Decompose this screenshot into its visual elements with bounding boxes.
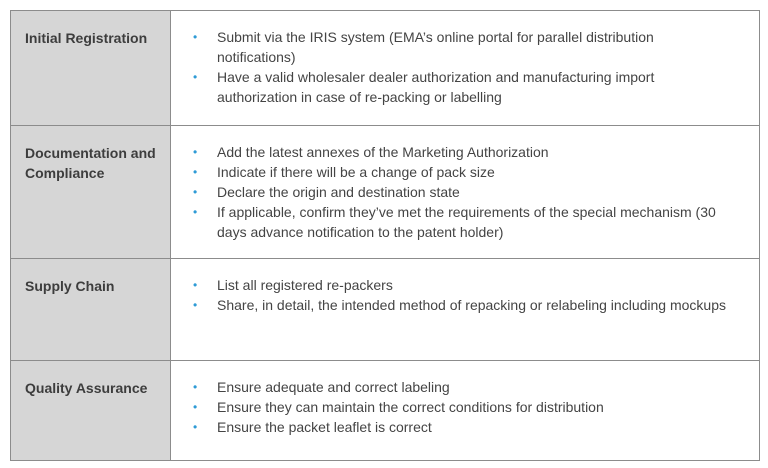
bullet-icon: • (193, 205, 198, 219)
list-item (193, 182, 735, 202)
table-row-documentation-compliance (11, 126, 760, 259)
row-label: Quality Assurance (25, 380, 148, 396)
list-item (193, 67, 735, 107)
row-label: Documentation and Compliance (25, 145, 156, 181)
bullet-icon: • (193, 185, 198, 199)
bullet-icon: • (193, 30, 198, 44)
list-item-text: Have a valid wholesaler dealer authorization and manufacturing import authorization in case of re-packing or labelling (217, 69, 655, 105)
row-content-cell (171, 361, 760, 461)
list-item (193, 377, 735, 397)
bullet-list (171, 126, 759, 242)
list-item-text: Ensure the packet leaflet is correct (217, 419, 432, 435)
row-label: Supply Chain (25, 278, 115, 294)
bullet-list (171, 361, 759, 437)
list-item (193, 397, 735, 417)
row-label-cell (11, 126, 171, 259)
list-item (193, 275, 735, 295)
bullet-icon: • (193, 145, 198, 159)
bullet-icon: • (193, 420, 198, 434)
list-item (193, 417, 735, 437)
list-item (193, 295, 735, 315)
row-content-cell (171, 259, 760, 361)
bullet-icon: • (193, 165, 198, 179)
bullet-icon: • (193, 298, 198, 312)
table-row-quality-assurance (11, 361, 760, 461)
row-content-cell (171, 126, 760, 259)
list-item-text: Declare the origin and destination state (217, 184, 460, 200)
bullet-icon: • (193, 70, 198, 84)
bullet-list (171, 11, 759, 107)
list-item-text: Submit via the IRIS system (EMA’s online portal for parallel distribution notifications) (217, 29, 654, 65)
row-label-cell (11, 11, 171, 126)
list-item (193, 202, 735, 242)
list-item-text: Ensure they can maintain the correct conditions for distribution (217, 399, 604, 415)
list-item (193, 27, 735, 67)
list-item (193, 142, 735, 162)
list-item-text: Ensure adequate and correct labeling (217, 379, 450, 395)
list-item-text: Share, in detail, the intended method of repacking or relabeling including mockups (217, 297, 726, 313)
table-row-supply-chain (11, 259, 760, 361)
list-item-text: Indicate if there will be a change of pack size (217, 164, 495, 180)
bullet-icon: • (193, 400, 198, 414)
bullet-icon: • (193, 380, 198, 394)
list-item (193, 162, 735, 182)
list-item-text: List all registered re-packers (217, 277, 393, 293)
bullet-list (171, 259, 759, 315)
list-item-text: Add the latest annexes of the Marketing Authorization (217, 144, 549, 160)
row-label-cell (11, 259, 171, 361)
bullet-icon: • (193, 278, 198, 292)
row-label: Initial Registration (25, 30, 148, 46)
table-row-initial-registration (11, 11, 760, 126)
row-content-cell (171, 11, 760, 126)
list-item-text: If applicable, confirm they’ve met the requirements of the special mechanism (30 days advance notification to the patent holder) (217, 204, 716, 240)
row-label-cell (11, 361, 171, 461)
requirements-table (10, 10, 760, 461)
